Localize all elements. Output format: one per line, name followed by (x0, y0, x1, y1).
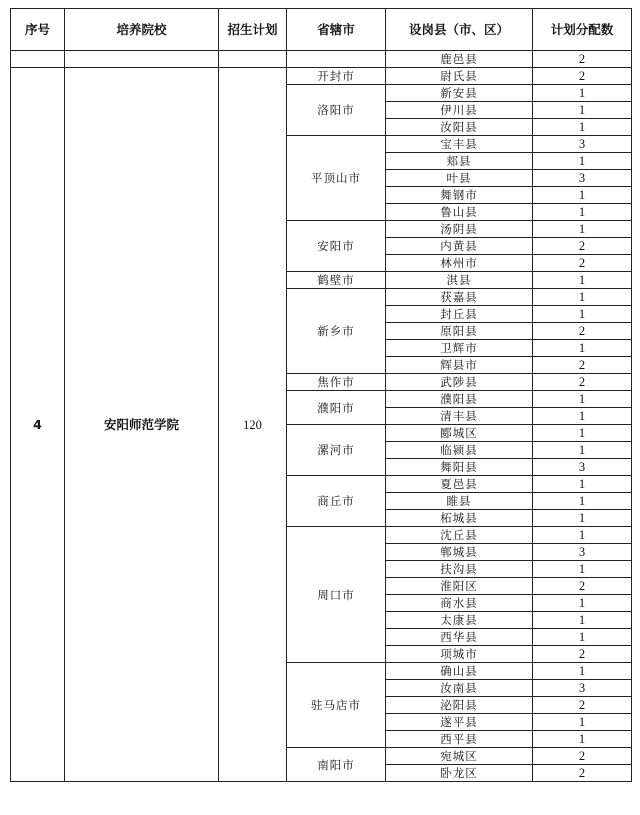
header-seq: 序号 (11, 9, 65, 51)
city-cell: 鹤壁市 (287, 272, 386, 289)
county-cell: 鲁山县 (386, 204, 533, 221)
county-cell: 汝南县 (386, 680, 533, 697)
county-cell: 新安县 (386, 85, 533, 102)
alloc-cell: 2 (533, 255, 632, 272)
alloc-cell: 2 (533, 357, 632, 374)
city-cell: 濮阳市 (287, 391, 386, 425)
county-cell: 舞阳县 (386, 459, 533, 476)
county-cell: 遂平县 (386, 714, 533, 731)
county-cell: 舞钢市 (386, 187, 533, 204)
city-cell: 周口市 (287, 527, 386, 663)
county-cell: 郾城区 (386, 425, 533, 442)
alloc-cell: 1 (533, 306, 632, 323)
alloc-cell: 1 (533, 85, 632, 102)
alloc-cell: 2 (533, 646, 632, 663)
alloc-cell: 2 (533, 748, 632, 765)
header-school: 培养院校 (65, 9, 219, 51)
header-city: 省辖市 (287, 9, 386, 51)
alloc-cell: 1 (533, 714, 632, 731)
county-cell: 卧龙区 (386, 765, 533, 782)
alloc-cell: 2 (533, 238, 632, 255)
county-cell: 宝丰县 (386, 136, 533, 153)
alloc-cell: 2 (533, 578, 632, 595)
alloc-cell: 1 (533, 340, 632, 357)
city-cell: 平顶山市 (287, 136, 386, 221)
county-cell: 商水县 (386, 595, 533, 612)
alloc-cell: 3 (533, 544, 632, 561)
seq-cell: 4 (11, 68, 65, 782)
carry-plan-cell (219, 51, 287, 68)
county-cell: 西平县 (386, 731, 533, 748)
county-cell: 淮阳区 (386, 578, 533, 595)
alloc-cell: 1 (533, 102, 632, 119)
school-cell: 安阳师范学院 (65, 68, 219, 782)
city-cell: 漯河市 (287, 425, 386, 476)
alloc-cell: 1 (533, 493, 632, 510)
county-cell: 西华县 (386, 629, 533, 646)
alloc-cell: 1 (533, 510, 632, 527)
alloc-cell: 1 (533, 272, 632, 289)
alloc-cell: 1 (533, 391, 632, 408)
county-cell: 宛城区 (386, 748, 533, 765)
county-cell: 扶沟县 (386, 561, 533, 578)
alloc-cell: 3 (533, 680, 632, 697)
alloc-cell: 3 (533, 459, 632, 476)
county-cell: 郸城县 (386, 544, 533, 561)
carry-over-row (11, 51, 632, 68)
header-plan: 招生计划 (219, 9, 287, 51)
county-cell: 尉氏县 (386, 68, 533, 85)
alloc-cell: 1 (533, 527, 632, 544)
city-cell: 商丘市 (287, 476, 386, 527)
county-cell: 太康县 (386, 612, 533, 629)
city-cell: 安阳市 (287, 221, 386, 272)
county-cell: 武陟县 (386, 374, 533, 391)
county-cell: 夏邑县 (386, 476, 533, 493)
alloc-cell: 2 (533, 323, 632, 340)
alloc-cell: 1 (533, 187, 632, 204)
plan-cell: 120 (219, 68, 287, 782)
county-cell: 柘城县 (386, 510, 533, 527)
alloc-cell: 1 (533, 612, 632, 629)
alloc-cell: 1 (533, 119, 632, 136)
allocation-table-sheet (10, 8, 631, 782)
county-cell: 临颍县 (386, 442, 533, 459)
alloc-cell: 1 (533, 476, 632, 493)
county-cell: 原阳县 (386, 323, 533, 340)
county-cell: 项城市 (386, 646, 533, 663)
county-cell: 汝阳县 (386, 119, 533, 136)
table-row (11, 68, 632, 85)
allocation-table (10, 8, 632, 782)
carry-city-cell (287, 51, 386, 68)
county-cell: 叶县 (386, 170, 533, 187)
alloc-cell: 2 (533, 374, 632, 391)
header-alloc: 计划分配数 (533, 9, 632, 51)
header-county: 设岗县（市、区） (386, 9, 533, 51)
county-cell: 伊川县 (386, 102, 533, 119)
county-cell: 濮阳县 (386, 391, 533, 408)
city-cell: 焦作市 (287, 374, 386, 391)
city-cell: 南阳市 (287, 748, 386, 782)
county-cell: 汤阴县 (386, 221, 533, 238)
carry-school-cell (65, 51, 219, 68)
alloc-cell: 2 (533, 68, 632, 85)
county-cell: 郏县 (386, 153, 533, 170)
alloc-cell: 1 (533, 425, 632, 442)
carry-seq-cell (11, 51, 65, 68)
county-cell: 林州市 (386, 255, 533, 272)
city-cell: 开封市 (287, 68, 386, 85)
alloc-cell: 1 (533, 442, 632, 459)
carry-alloc-cell: 2 (533, 51, 632, 68)
alloc-cell: 1 (533, 408, 632, 425)
county-cell: 泌阳县 (386, 697, 533, 714)
alloc-cell: 1 (533, 153, 632, 170)
county-cell: 沈丘县 (386, 527, 533, 544)
alloc-cell: 1 (533, 204, 632, 221)
county-cell: 清丰县 (386, 408, 533, 425)
alloc-cell: 1 (533, 221, 632, 238)
alloc-cell: 1 (533, 663, 632, 680)
alloc-cell: 1 (533, 595, 632, 612)
alloc-cell: 2 (533, 765, 632, 782)
header-row (11, 9, 632, 51)
alloc-cell: 1 (533, 561, 632, 578)
city-cell: 洛阳市 (287, 85, 386, 136)
county-cell: 确山县 (386, 663, 533, 680)
county-cell: 睢县 (386, 493, 533, 510)
alloc-cell: 1 (533, 731, 632, 748)
alloc-cell: 3 (533, 136, 632, 153)
county-cell: 淇县 (386, 272, 533, 289)
alloc-cell: 1 (533, 289, 632, 306)
county-cell: 内黄县 (386, 238, 533, 255)
carry-county-cell: 鹿邑县 (386, 51, 533, 68)
county-cell: 卫辉市 (386, 340, 533, 357)
alloc-cell: 1 (533, 629, 632, 646)
county-cell: 获嘉县 (386, 289, 533, 306)
city-cell: 新乡市 (287, 289, 386, 374)
city-cell: 驻马店市 (287, 663, 386, 748)
alloc-cell: 2 (533, 697, 632, 714)
alloc-cell: 3 (533, 170, 632, 187)
county-cell: 辉县市 (386, 357, 533, 374)
county-cell: 封丘县 (386, 306, 533, 323)
